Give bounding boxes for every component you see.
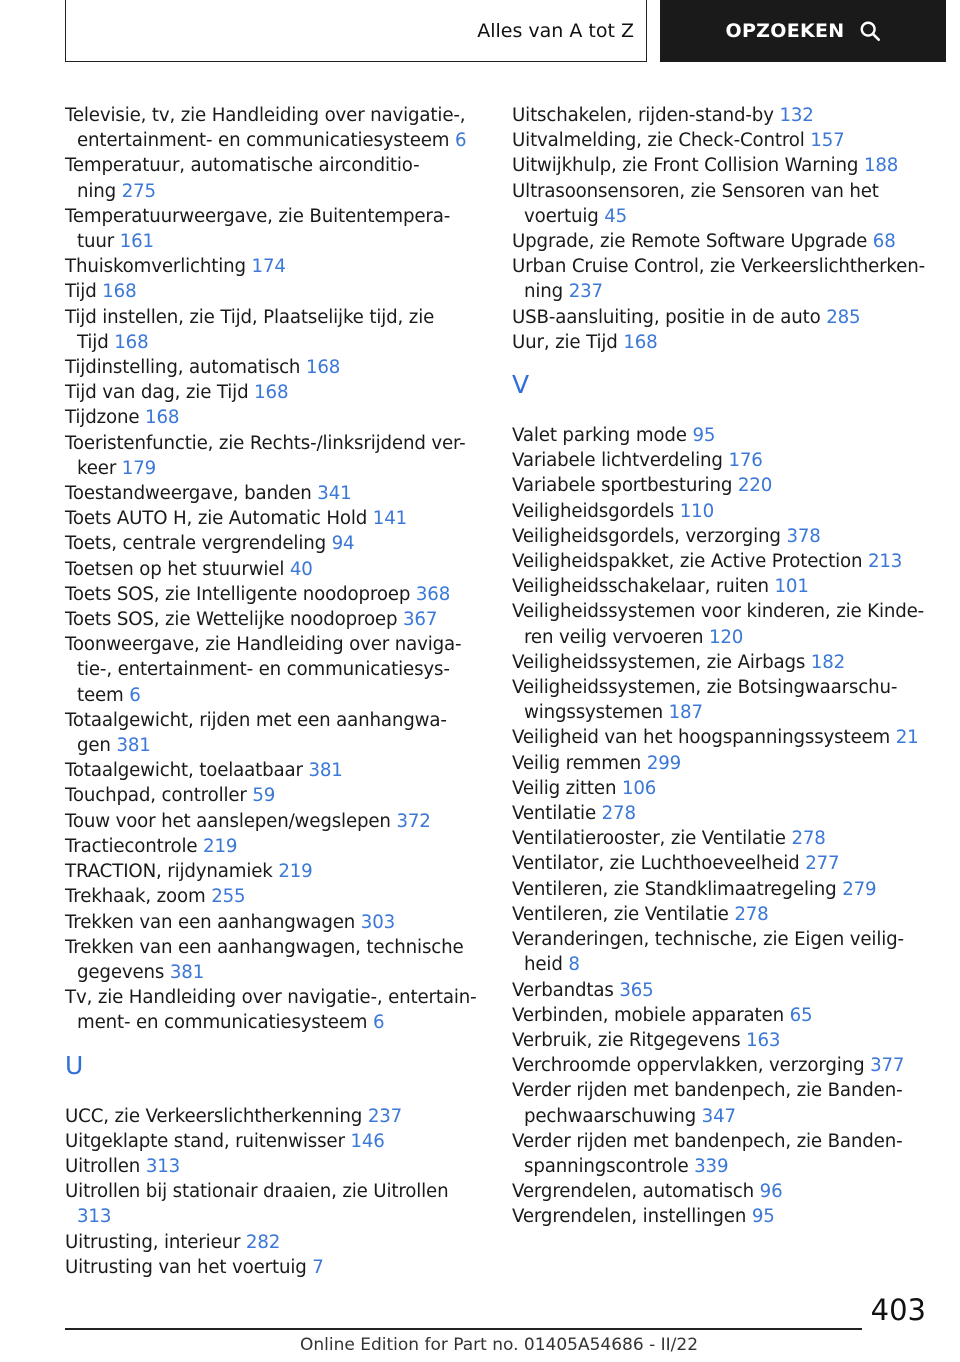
index-entry-text: ning: [524, 281, 569, 303]
page-reference-link[interactable]: 237: [568, 281, 603, 303]
index-entry-text: TRACTION, rijdynamiek: [65, 861, 279, 883]
index-entry-text: Toetsen op het stuurwiel: [65, 558, 290, 580]
index-entry: [512, 549, 932, 574]
page-reference-link[interactable]: 313: [77, 1206, 112, 1228]
index-entry-text: voertuig: [524, 205, 605, 227]
page-reference-link[interactable]: 378: [786, 525, 821, 547]
page-reference-link[interactable]: 163: [746, 1029, 781, 1051]
search-label: OPZOEKEN: [725, 20, 845, 42]
index-entry-text: Toestandweergave, banden: [65, 483, 318, 505]
index-entry-text: Verbinden, mobiele apparaten: [512, 1004, 790, 1026]
index-entry: [65, 884, 485, 909]
index-entry: [65, 279, 485, 304]
page-reference-link[interactable]: 157: [810, 130, 845, 152]
index-entry-text: Veilig zitten: [512, 777, 622, 799]
index-entry-text: Uitrollen bij stationair draaien, zie Uitrollen: [65, 1181, 449, 1203]
page-reference-link[interactable]: 95: [692, 425, 716, 447]
index-entry-text: Veiligheidspakket, zie Active Protection: [512, 551, 868, 573]
page-reference-link[interactable]: 168: [114, 331, 149, 353]
index-entry-text: Ventileren, zie Standklimaatregeling: [512, 878, 843, 900]
index-entry: [512, 1003, 932, 1028]
index-entry-text: Uitrusting van het voertuig: [65, 1256, 313, 1278]
search-button[interactable]: [660, 0, 946, 62]
page-reference-link[interactable]: 220: [737, 475, 773, 497]
index-entry-text: Variabele sportbesturing: [512, 475, 738, 497]
index-entry-text: Veiligheidsschakelaar, ruiten: [512, 576, 775, 598]
index-entry-text: Vergrendelen, instellingen: [512, 1206, 752, 1228]
index-column-left: [65, 103, 485, 1280]
index-entry-text: Verder rijden met bandenpech, zie Banden-: [512, 1080, 903, 1102]
page-reference-link[interactable]: 168: [102, 281, 137, 303]
page-reference-link[interactable]: 94: [331, 533, 355, 555]
page-reference-link[interactable]: 6: [455, 130, 467, 152]
index-entry-text: Ventileren, zie Ventilatie: [512, 903, 735, 925]
index-entry-text: ning: [77, 180, 122, 202]
index-entry: [512, 801, 932, 826]
index-entry-text: Trekken van een aanhangwagen: [65, 911, 361, 933]
index-entry: [512, 927, 932, 977]
page-reference-link[interactable]: 161: [119, 231, 154, 253]
page-reference-link[interactable]: 347: [701, 1105, 736, 1127]
page-reference-link[interactable]: 179: [121, 457, 157, 479]
index-entry: [512, 1179, 932, 1204]
index-entry-text: Toets AUTO H, zie Automatic Hold: [65, 508, 373, 530]
index-entry-text: Temperatuur, automatische airconditio-: [65, 155, 420, 177]
page-reference-link[interactable]: 381: [308, 760, 343, 782]
index-letter-heading: U: [65, 1050, 84, 1080]
index-entry: [512, 1078, 932, 1128]
index-entry-text: Toonweergave, zie Handleiding over naviga-: [65, 634, 462, 656]
index-entry: [512, 650, 932, 675]
index-entry: [512, 877, 932, 902]
index-entry-text: Urban Cruise Control, zie Verkeerslichtherken-: [512, 256, 926, 278]
index-entry-text: Uitrusting, interieur: [65, 1231, 246, 1253]
index-entry-text: Uitwijkhulp, zie Front Collision Warning: [512, 155, 864, 177]
index-entry-text: Uitrollen: [65, 1155, 146, 1177]
index-entry-text: gen: [77, 735, 117, 757]
page-reference-link[interactable]: 68: [872, 231, 896, 253]
page-reference-link[interactable]: 277: [805, 853, 840, 875]
page-reference-link[interactable]: 106: [621, 777, 657, 799]
index-entry: [65, 1129, 485, 1154]
page-reference-link[interactable]: 176: [728, 450, 763, 472]
index-entry: [65, 1255, 485, 1280]
page-reference-link[interactable]: 8: [568, 954, 580, 976]
index-entry-text: Totaalgewicht, toelaatbaar: [65, 760, 309, 782]
index-entry-text: Televisie, tv, zie Handleiding over navigatie-,: [65, 105, 466, 126]
page-reference-link[interactable]: 339: [694, 1155, 729, 1177]
index-entry: [65, 783, 485, 808]
index-entry: [512, 1028, 932, 1053]
page-reference-link[interactable]: 187: [668, 702, 703, 724]
index-entry: [512, 574, 932, 599]
index-entry: [512, 473, 932, 498]
page-reference-link[interactable]: 278: [601, 803, 636, 825]
page-reference-link[interactable]: 120: [708, 626, 744, 648]
index-entry-text: Tractiecontrole: [65, 835, 204, 857]
index-entry: [512, 902, 932, 927]
index-entry: [512, 179, 932, 229]
index-entry-text: Tijd: [65, 281, 103, 303]
index-entry: [512, 305, 932, 330]
index-entry-text: Ultrasoonsensoren, zie Sensoren van het: [512, 180, 879, 202]
edition-text: Online Edition for Part no. 01405A54686 - II/22: [300, 1335, 699, 1355]
page-reference-link[interactable]: 282: [245, 1231, 281, 1253]
index-entry-text: entertainment- en communicatiesysteem: [77, 130, 455, 152]
index-entry: [65, 809, 485, 834]
index-entry: [512, 128, 932, 153]
index-entry-text: Verder rijden met bandenpech, zie Banden-: [512, 1130, 903, 1152]
index-entry-text: Upgrade, zie Remote Software Upgrade: [512, 231, 873, 253]
index-entry: [512, 254, 932, 304]
index-letter-heading: V: [512, 370, 530, 400]
page-reference-link[interactable]: 59: [252, 785, 276, 807]
page-reference-link[interactable]: 65: [789, 1004, 813, 1026]
index-entry: [512, 751, 932, 776]
index-entry-text: Uur, zie Tijd: [512, 331, 624, 353]
index-entry: [65, 708, 485, 758]
index-entry: [512, 330, 932, 355]
index-entry-text: heid: [524, 954, 569, 976]
index-entry-text: Verchroomde oppervlakken, verzorging: [512, 1055, 871, 1077]
index-entry-text: tie-, entertainment- en communicatiesys-: [77, 659, 450, 681]
page-reference-link[interactable]: 299: [646, 752, 682, 774]
index-entry-text: Totaalgewicht, rijden met een aanhangwa-: [65, 709, 447, 731]
page-reference-link[interactable]: 182: [810, 651, 846, 673]
index-entry-text: gegevens: [77, 961, 170, 983]
index-entry-text: Touchpad, controller: [65, 785, 253, 807]
page-reference-link[interactable]: 168: [623, 331, 658, 353]
index-entry: [65, 531, 485, 556]
index-entry: [65, 405, 485, 430]
page-reference-link[interactable]: 6: [372, 1012, 385, 1034]
index-entry: [65, 910, 485, 935]
index-entry-text: USB-aansluiting, positie in de auto: [512, 306, 827, 328]
index-entry-text: Verbruik, zie Ritgegevens: [512, 1029, 747, 1051]
index-entry-text: spanningscontrole: [524, 1155, 695, 1177]
page-reference-link[interactable]: 278: [734, 903, 769, 925]
page-reference-link[interactable]: 7: [312, 1256, 324, 1278]
index-entry: [65, 380, 485, 405]
index-entry: [512, 499, 932, 524]
index-entry: [512, 524, 932, 549]
index-entry-text: Ventilatierooster, zie Ventilatie: [512, 828, 792, 850]
index-entry: [65, 1154, 485, 1179]
index-entry-text: Variabele lichtverdeling: [512, 450, 729, 472]
page-reference-link[interactable]: 96: [759, 1181, 783, 1203]
index-entry-text: UCC, zie Verkeerslichtherkenning: [65, 1105, 368, 1127]
index-entry-text: Veiligheidssystemen voor kinderen, zie Kinde-: [512, 601, 925, 623]
magnifier-icon: [859, 20, 881, 42]
page-reference-link[interactable]: 213: [867, 551, 903, 573]
index-entry-text: Uitgeklapte stand, ruitenwisser: [65, 1130, 351, 1152]
page-reference-link[interactable]: 219: [278, 861, 313, 883]
index-entry: [512, 675, 932, 725]
page-reference-link[interactable]: 341: [317, 483, 352, 505]
index-entry-text: Veilig remmen: [512, 752, 647, 774]
page-reference-link[interactable]: 174: [251, 256, 286, 278]
section-title: Alles van A tot Z: [477, 19, 634, 42]
index-entry: [512, 448, 932, 473]
index-entry: [512, 599, 932, 649]
page-reference-link[interactable]: 21: [895, 727, 919, 749]
index-entry-text: Uitvalmelding, zie Check-Control: [512, 130, 811, 152]
index-entry: [65, 204, 485, 254]
page-reference-link[interactable]: 278: [791, 828, 826, 850]
index-entry: [512, 725, 932, 750]
index-entry-text: Tijd instellen, zie Tijd, Plaatselijke tijd, zie: [65, 306, 435, 328]
page-reference-link[interactable]: 132: [779, 105, 814, 126]
page-reference-link[interactable]: 6: [129, 684, 141, 706]
index-entry-text: teem: [77, 684, 130, 706]
index-entry-text: Thuiskomverlichting: [65, 256, 252, 278]
index-entry: [65, 1104, 485, 1129]
index-entry-text: Veiligheid van het hoogspanningssysteem: [512, 727, 896, 749]
index-entry: [65, 582, 485, 607]
index-entry-text: Uitschakelen, rijden-stand-by: [512, 105, 780, 126]
index-entry: [512, 1053, 932, 1078]
index-entry: [512, 1129, 932, 1179]
index-entry: [65, 1230, 485, 1255]
page-reference-link[interactable]: 313: [145, 1155, 181, 1177]
index-entry-text: keer: [77, 457, 122, 479]
page-reference-link[interactable]: 237: [367, 1105, 403, 1127]
index-entry-text: Tijdzone: [65, 407, 146, 429]
index-entry-text: Tijd: [77, 331, 115, 353]
index-entry-text: Vergrendelen, automatisch: [512, 1181, 760, 1203]
index-entry: [65, 103, 485, 153]
index-entry: [65, 859, 485, 884]
index-entry-text: wingssystemen: [524, 702, 669, 724]
index-column-right: [512, 103, 932, 1230]
section-header-tab: [65, 0, 647, 62]
page-reference-link[interactable]: 95: [751, 1206, 775, 1228]
page-reference-link[interactable]: 141: [372, 508, 408, 530]
page-reference-link[interactable]: 285: [826, 306, 861, 328]
index-entry: [65, 305, 485, 355]
index-entry: [512, 229, 932, 254]
page-reference-link[interactable]: 275: [121, 180, 156, 202]
index-entry-text: Veiligheidsgordels, verzorging: [512, 525, 787, 547]
index-entry: [65, 935, 485, 985]
index-entry: [512, 978, 932, 1003]
index-entry-text: Toets SOS, zie Intelligente noodoproep: [65, 583, 416, 605]
index-entry-text: Tijd van dag, zie Tijd: [65, 382, 255, 404]
index-entry: [65, 834, 485, 859]
page-reference-link[interactable]: 367: [403, 609, 438, 631]
index-entry-text: Trekhaak, zoom: [65, 886, 212, 908]
index-entry-text: Trekken van een aanhangwagen, technische: [65, 936, 464, 958]
index-entry-text: tuur: [77, 231, 120, 253]
index-entry: [65, 557, 485, 582]
page-number: 403: [870, 1293, 926, 1327]
index-entry-text: pechwaarschuwing: [524, 1105, 702, 1127]
page-reference-link[interactable]: 368: [415, 583, 451, 605]
page-reference-link[interactable]: 372: [396, 810, 431, 832]
page-reference-link[interactable]: 365: [619, 979, 654, 1001]
index-entry-text: Verbandtas: [512, 979, 620, 1001]
index-entry: [65, 431, 485, 481]
index-entry-text: Veiligheidsgordels: [512, 500, 680, 522]
index-entry: [512, 776, 932, 801]
page-reference-link[interactable]: 279: [842, 878, 877, 900]
page-reference-link[interactable]: 40: [289, 558, 313, 580]
index-entry: [512, 153, 932, 178]
page-reference-link[interactable]: 146: [350, 1130, 385, 1152]
footer-divider: [65, 1328, 862, 1330]
index-entry: [65, 1179, 485, 1229]
page-reference-link[interactable]: 45: [604, 205, 628, 227]
index-entry: [65, 607, 485, 632]
index-entry-text: Tijdinstelling, automatisch: [65, 357, 306, 379]
page-reference-link[interactable]: 219: [203, 835, 238, 857]
index-entry: [65, 481, 485, 506]
index-entry: [512, 103, 932, 128]
index-entry: [65, 254, 485, 279]
index-entry: [65, 355, 485, 380]
page-reference-link[interactable]: 110: [679, 500, 715, 522]
page-reference-link[interactable]: 255: [211, 886, 246, 908]
page-reference-link[interactable]: 188: [863, 155, 899, 177]
page-reference-link[interactable]: 168: [305, 357, 341, 379]
index-entry-text: Veiligheidssystemen, zie Botsingwaarschu-: [512, 677, 898, 699]
index-entry: [512, 423, 932, 448]
page-reference-link[interactable]: 381: [116, 735, 151, 757]
index-entry: [512, 851, 932, 876]
index-entry-text: Touw voor het aanslepen/wegslepen: [65, 810, 397, 832]
index-entry-text: Veranderingen, technische, zie Eigen veilig-: [512, 929, 904, 951]
index-entry: [512, 1204, 932, 1229]
page-reference-link[interactable]: 303: [360, 911, 396, 933]
index-entry-text: ment- en communicatiesysteem: [77, 1012, 373, 1034]
page-reference-link[interactable]: 101: [774, 576, 809, 598]
page-reference-link[interactable]: 168: [145, 407, 180, 429]
index-entry-text: Veiligheidssystemen, zie Airbags: [512, 651, 811, 673]
index-entry-text: ren veilig vervoeren: [524, 626, 709, 648]
index-entry-text: Ventilator, zie Luchthoeveelheid: [512, 853, 806, 875]
index-entry-text: Ventilatie: [512, 803, 602, 825]
index-entry-text: Toeristenfunctie, zie Rechts-/linksrijdend ver-: [65, 432, 466, 454]
index-entry: [65, 506, 485, 531]
page-reference-link[interactable]: 377: [870, 1055, 905, 1077]
index-entry-text: Tv, zie Handleiding over navigatie-, entertain-: [65, 987, 477, 1009]
index-entry-text: Toets, centrale vergrendeling: [65, 533, 332, 555]
index-entry-text: Valet parking mode: [512, 425, 693, 447]
page-reference-link[interactable]: 381: [169, 961, 205, 983]
index-entry: [65, 985, 485, 1035]
page-reference-link[interactable]: 168: [254, 382, 289, 404]
index-entry-text: Temperatuurweergave, zie Buitentempera-: [65, 205, 451, 227]
index-entry-text: Toets SOS, zie Wettelijke noodoproep: [65, 609, 404, 631]
index-entry: [65, 153, 485, 203]
index-entry: [65, 632, 485, 708]
index-entry: [65, 758, 485, 783]
index-entry: [512, 826, 932, 851]
